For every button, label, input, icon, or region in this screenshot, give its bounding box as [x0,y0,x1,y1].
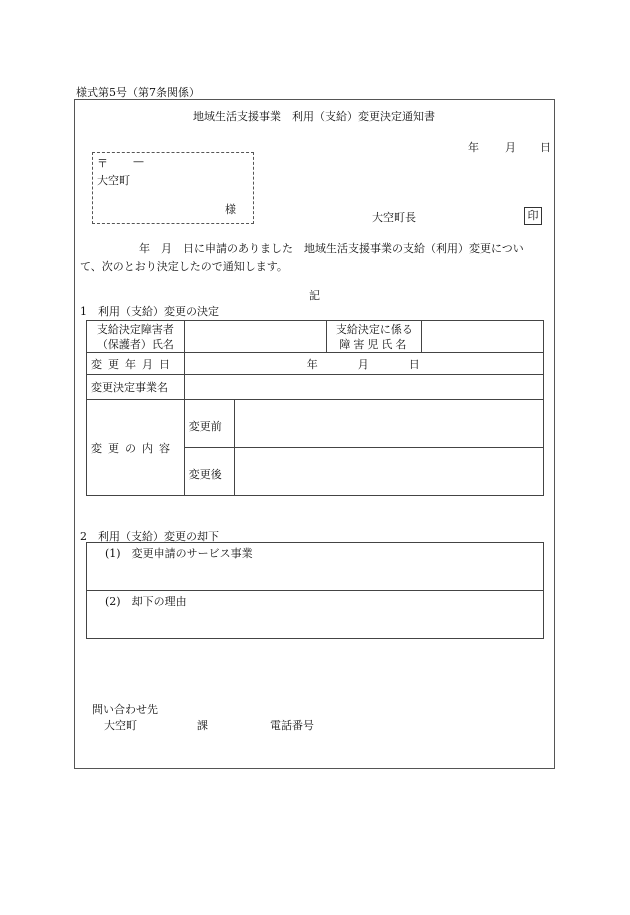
body-line-2: て、次のとおり決定したので通知します。 [80,260,288,273]
change-business-label: 変更決定事業名 [87,375,185,400]
before-label: 変更前 [184,400,234,448]
after-field[interactable] [234,448,543,496]
issue-date-month: 月 [505,141,516,154]
change-date-field[interactable]: 年 月 日 [184,353,543,375]
decision-table [86,320,544,496]
change-content-label: 変更の内容 [87,400,185,496]
form-number: 様式第5号（第7条関係） [76,86,200,99]
change-business-field[interactable] [184,375,543,400]
change-date-label: 変更年月日 [87,353,185,375]
contact-section: 課 [197,719,208,732]
honorific: 様 [225,203,236,216]
rejection-reason-field[interactable]: (2) 却下の理由 [87,591,544,639]
issue-date-year: 年 [468,141,479,154]
issue-date-day: 日 [540,141,551,154]
contact-town: 大空町 [104,719,137,732]
contact-phone: 電話番号 [270,719,314,732]
document-title: 地域生活支援事業 利用（支給）変更決定通知書 [193,110,435,123]
body-line-1: 年 月 日に申請のありました 地域生活支援事業の支給（利用）変更につい [139,242,524,255]
postal-dash: — [133,155,144,168]
rejection-table [86,542,544,639]
seal-mark: 印 [524,207,542,225]
issuer-name: 大空町長 [372,211,416,224]
recipient-name-field[interactable] [184,321,327,353]
after-label: 変更後 [184,448,234,496]
contact-label: 問い合わせ先 [92,703,158,716]
postal-mark: 〒 [97,157,108,170]
section2-heading: 2 利用（支給）変更の却下 [80,530,219,543]
rejection-service-field[interactable]: (1) 変更申請のサービス事業 [87,543,544,591]
recipient-label: 支給決定障害者 （保護者）氏名 [87,321,185,353]
address-town: 大空町 [97,174,130,187]
ki-mark: 記 [309,289,320,302]
child-label: 支給決定に係る 障害児氏名 [327,321,422,353]
section1-heading: 1 利用（支給）変更の決定 [80,305,219,318]
before-field[interactable] [234,400,543,448]
child-name-field[interactable] [422,321,544,353]
